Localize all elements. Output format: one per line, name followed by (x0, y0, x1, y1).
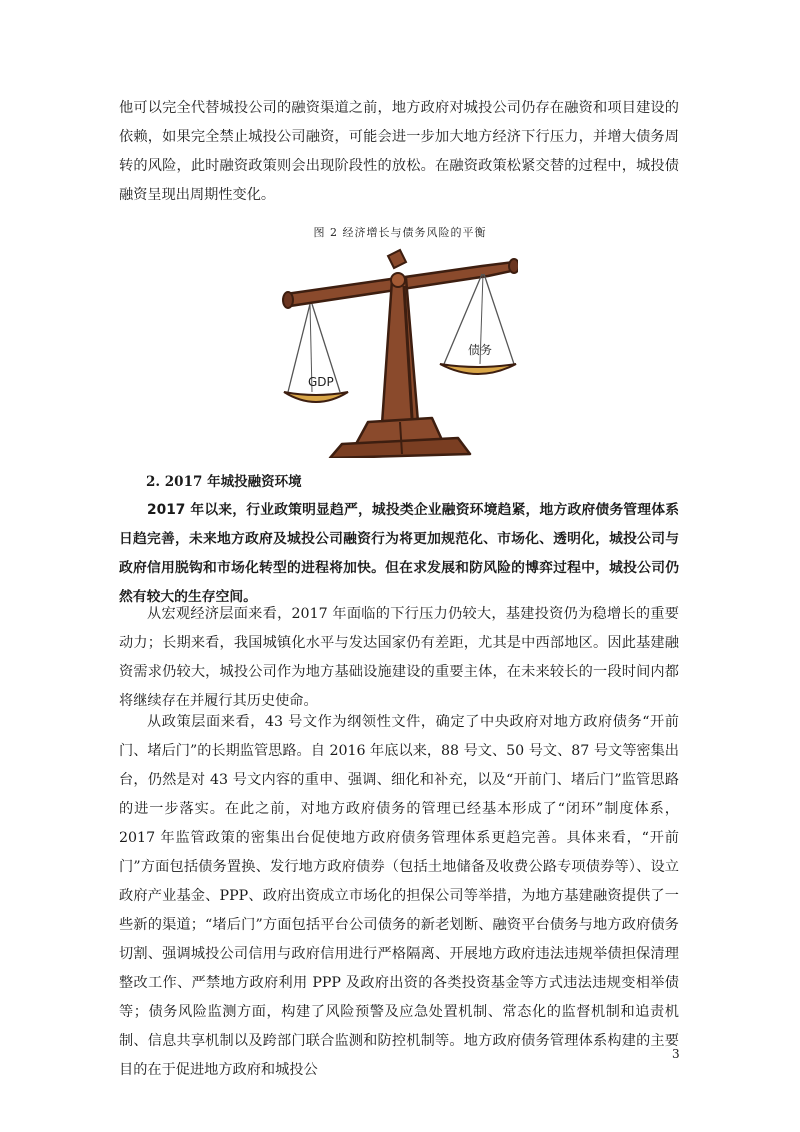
balance-scale-illustration (282, 246, 518, 458)
left-pan-label: GDP (308, 375, 334, 389)
right-pan-label: 债务 (468, 343, 493, 357)
paragraph-policy: 从政策层面来看，43 号文作为纲领性文件，确定了中央政府对地方政府债务“开前门、堵后门”的长期监管思路。自 2016 年底以来，88 号文、50 号文、87 号文等密集出台，仍然是对 43 号文内容的重申、强调、细化和补充，以及“开前门、堵后门”监管思路的进一步落实。在此之前，对地方政府债务的管理已经基本形成了“闭环”制度体系，2017 年监管政策的密集出台促使地方政府债务管理体系更趋完善。具体来看，“开前门”方面包括债务置换、发行地方政府债券（包括土地储备及收费公路专项债券等）、设立政府产业基金、PPP、政府出资成立市场化的担保公司等举措，为地方基建融资提供了一些新的渠道；“堵后门”方面包括平台公司债务的新老划断、融资平台债务与地方政府债务切割、强调城投公司信用与政府信用进行严格隔离、开展地方政府违法违规举债担保清理整改工作、严禁地方政府利用 PPP 及政府出资的各类投资基金等方式违法违规变相举债等；债务风险监测方面，构建了风险预警及应急处置机制、常态化的监督机制和追责机制、信息共享机制以及跨部门联合监测和防控机制等。地方政府债务管理体系构建的主要目的在于促进地方政府和城投公 (119, 714, 679, 1078)
paragraph-macro: 从宏观经济层面来看，2017 年面临的下行压力仍较大，基建投资仍为稳增长的重要动力；长期来看，我国城镇化水平与发达国家仍有差距，尤其是中西部地区。因此基建融资需求仍较大，城投公司作为地方基础设施建设的重要主体，在未来较长的一段时间内都将继续存在并履行其历史使命。 (119, 606, 679, 709)
section-heading: 2. 2017 年城投融资环境 (146, 474, 302, 490)
figure-caption: 图 2 经济增长与债务风险的平衡 (313, 226, 487, 239)
page-number: 3 (672, 1047, 680, 1061)
paragraph-intro: 他可以完全代替城投公司的融资渠道之前，地方政府对城投公司仍存在融资和项目建设的依赖，如果完全禁止城投公司融资，可能会进一步加大地方经济下行压力，并增大债务周转的风险，此时融资政策则会出现阶段性的放松。在融资政策松紧交替的过程中，城投债融资呈现出周期性变化。 (119, 100, 679, 203)
balance-scale-figure (282, 246, 518, 458)
paragraph-bold-summary: 2017 年以来，行业政策明显趋严，城投类企业融资环境趋紧，地方政府债务管理体系日趋完善，未来地方政府及城投公司融资行为将更加规范化、市场化、透明化，城投公司与政府信用脱钩和市场化转型的进程将加快。但在求发展和防风险的博弈过程中，城投公司仍然有较大的生存空间。 (119, 502, 679, 605)
